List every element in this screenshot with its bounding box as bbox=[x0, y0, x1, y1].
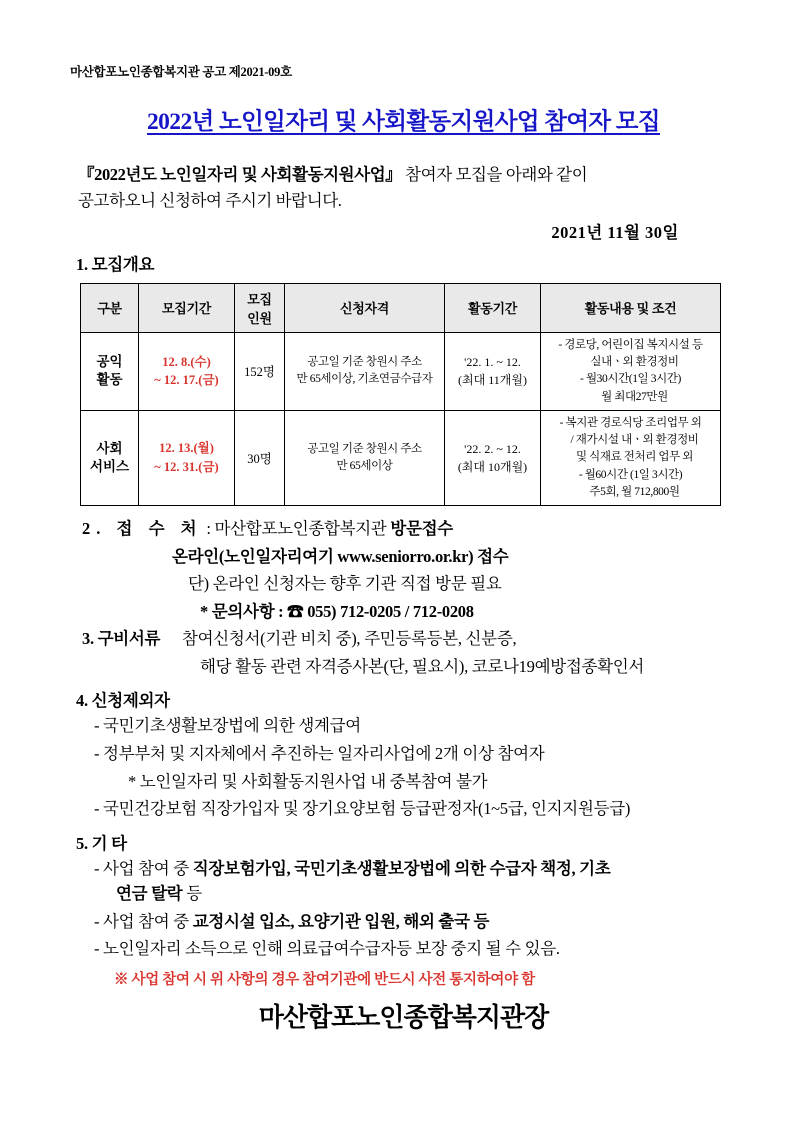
row1-activity-detail bbox=[541, 332, 721, 410]
section-5-item-1-bold: 직장보험가입, 국민기초생활보장법에 의한 수급자 책정, 기초 bbox=[192, 858, 611, 878]
section-5-item-3: - 노인일자리 소득으로 인해 의료급여수급자등 보장 중지 될 수 있음. bbox=[94, 939, 560, 959]
row1-count: 152명 bbox=[235, 332, 285, 410]
table-row bbox=[81, 332, 721, 410]
row2-period-line1: 12. 13.(월) bbox=[159, 441, 214, 456]
row1-act-line2: (최대 11개월) bbox=[458, 373, 527, 388]
row2-detail-line4: - 월60시간 (1일 3시간) bbox=[578, 468, 683, 481]
section-1-title: 1. 모집개요 bbox=[76, 254, 155, 274]
section-4-item-3: * 노인일자리 및 사회활동지원사업 내 중복참여 불가 bbox=[128, 771, 488, 791]
row1-category-line2: 활동 bbox=[96, 372, 123, 388]
row2-qual-line2: 만 65세이상 bbox=[336, 459, 393, 472]
row2-detail-line5: 주5회, 월 712,800원 bbox=[589, 485, 680, 498]
notice-text: ※ 사업 참여 시 위 사항의 경우 참여기관에 반드시 사전 통지하여야 함 bbox=[114, 971, 535, 988]
section-3-title: 3. 구비서류 bbox=[82, 629, 161, 649]
row2-recruit-period bbox=[139, 410, 235, 505]
row2-period-line2: ~ 12. 31.(금) bbox=[154, 459, 219, 474]
row1-detail-line2: 실내ㆍ외 환경정비 bbox=[590, 356, 679, 369]
section-2-line1-strong: 방문접수 bbox=[390, 519, 453, 539]
row1-qual-line2: 만 65세이상, 기초연금수급자 bbox=[296, 373, 433, 386]
section-5-item-1 bbox=[94, 856, 739, 907]
row1-detail-line1: - 경로당, 어린이집 복지시설 등 bbox=[558, 338, 703, 351]
section-5-item-2-bold: 교정시설 입소, 요양기관 입원, 해외 출국 등 bbox=[192, 911, 490, 931]
intro-paragraph bbox=[78, 162, 739, 215]
table-header-period: 모집기간 bbox=[139, 283, 235, 332]
row2-category bbox=[81, 410, 139, 505]
row2-detail-line1: - 복지관 경로식당 조리업무 외 bbox=[559, 416, 702, 429]
row1-category-line1: 공익 bbox=[96, 354, 123, 370]
table-header-count bbox=[235, 283, 285, 332]
table-header-qualification: 신청자격 bbox=[285, 283, 445, 332]
row2-category-line1: 사회 bbox=[96, 440, 123, 456]
issuing-organization: 마산합포노인종합복지관장 bbox=[258, 1002, 549, 1032]
section-2-online: 온라인(노인일자리여기 www.seniorro.or.kr) 접수 bbox=[172, 546, 509, 566]
intro-line1-rest: 참여자 모집을 아래와 같이 bbox=[401, 165, 588, 184]
section-4-title: 4. 신청제외자 bbox=[76, 691, 170, 711]
section-5-item-1-post: 등 bbox=[182, 884, 202, 904]
intro-program-name: 『2022년도 노인일자리 및 사회활동지원사업』 bbox=[78, 165, 402, 184]
row1-period-line2: ~ 12. 17.(금) bbox=[154, 373, 219, 388]
section-5-item-2 bbox=[94, 909, 739, 935]
section-5-title: 5. 기 타 bbox=[76, 833, 127, 853]
page-title: 2022년 노인일자리 및 사회활동지원사업 참여자 모집 bbox=[147, 109, 660, 135]
section-2-note: 단) 온라인 신청자는 향후 기관 직접 방문 필요 bbox=[188, 574, 502, 594]
row1-qualification bbox=[285, 332, 445, 410]
row1-qual-line1: 공고일 기준 창원시 주소 bbox=[307, 356, 422, 369]
section-3-line2: 해당 활동 관련 자격증사본(단, 필요시), 코로나19예방접종확인서 bbox=[200, 656, 645, 676]
row2-detail-line2: / 재가시설 내ㆍ외 환경정비 bbox=[570, 434, 699, 447]
section-2-title: 2. 접 수 처 bbox=[82, 519, 203, 539]
row2-category-line2: 서비스 bbox=[89, 458, 130, 474]
section-4-item-2: - 정부부처 및 지자체에서 추진하는 일자리사업에 2개 이상 참여자 bbox=[94, 743, 545, 763]
table-row bbox=[81, 410, 721, 505]
row2-qualification bbox=[285, 410, 445, 505]
recruitment-table bbox=[80, 283, 721, 506]
section-2-contact: * 문의사항 : ☎ 055) 712-0205 / 712-0208 bbox=[200, 601, 474, 621]
table-header-count-line1: 모집 bbox=[247, 291, 272, 307]
intro-line2: 공고하오니 신청하여 주시기 바랍니다. bbox=[78, 191, 342, 211]
row2-activity-detail bbox=[541, 410, 721, 505]
section-5-item-1-pre: - 사업 참여 중 bbox=[94, 858, 193, 878]
row1-detail-line3: - 월30시간(1일 3시간) bbox=[580, 373, 681, 386]
section-2-line bbox=[82, 516, 739, 542]
table-header-gubun: 구분 bbox=[81, 283, 139, 332]
row1-activity-period bbox=[445, 332, 541, 410]
table-header-row bbox=[81, 283, 721, 332]
section-4-item-4: - 국민건강보험 직장가입자 및 장기요양보험 등급판정자(1~5급, 인지지원등급) bbox=[94, 799, 631, 819]
table-header-activity-detail: 활동내용 및 조건 bbox=[541, 283, 721, 332]
section-3-line1: 참여신청서(기관 비치 중), 주민등록등본, 신분증, bbox=[181, 629, 517, 649]
section-2-line1: : 마산합포노인종합복지관 bbox=[206, 519, 387, 539]
announcement-date: 2021년 11월 30일 bbox=[551, 222, 679, 242]
document-number: 마산합포노인종합복지관 공고 제2021-09호 bbox=[70, 65, 292, 79]
row2-count: 30명 bbox=[235, 410, 285, 505]
section-5-item-2-pre: - 사업 참여 중 bbox=[94, 911, 193, 931]
row1-period-line1: 12. 8.(수) bbox=[162, 354, 211, 369]
row1-detail-line4: 월 최대27만원 bbox=[601, 390, 668, 403]
table-header-activity-period: 활동기간 bbox=[445, 283, 541, 332]
row2-act-line2: (최대 10개월) bbox=[457, 459, 528, 474]
section-3-line bbox=[82, 626, 739, 652]
row2-act-line1: '22. 2. ~ 12. bbox=[464, 441, 521, 456]
row1-category bbox=[81, 332, 139, 410]
section-4-item-1: - 국민기초생활보장법에 의한 생계급여 bbox=[94, 716, 361, 736]
table-header-count-line2: 인원 bbox=[247, 310, 272, 326]
row2-activity-period bbox=[445, 410, 541, 505]
row1-recruit-period bbox=[139, 332, 235, 410]
row1-act-line1: '22. 1. ~ 12. bbox=[464, 355, 521, 370]
row2-detail-line3: 및 식재료 전처리 업무 외 bbox=[576, 451, 693, 464]
row2-qual-line1: 공고일 기준 창원시 주소 bbox=[307, 442, 422, 455]
section-5-item-1-bold2: 연금 탈락 bbox=[116, 884, 183, 904]
